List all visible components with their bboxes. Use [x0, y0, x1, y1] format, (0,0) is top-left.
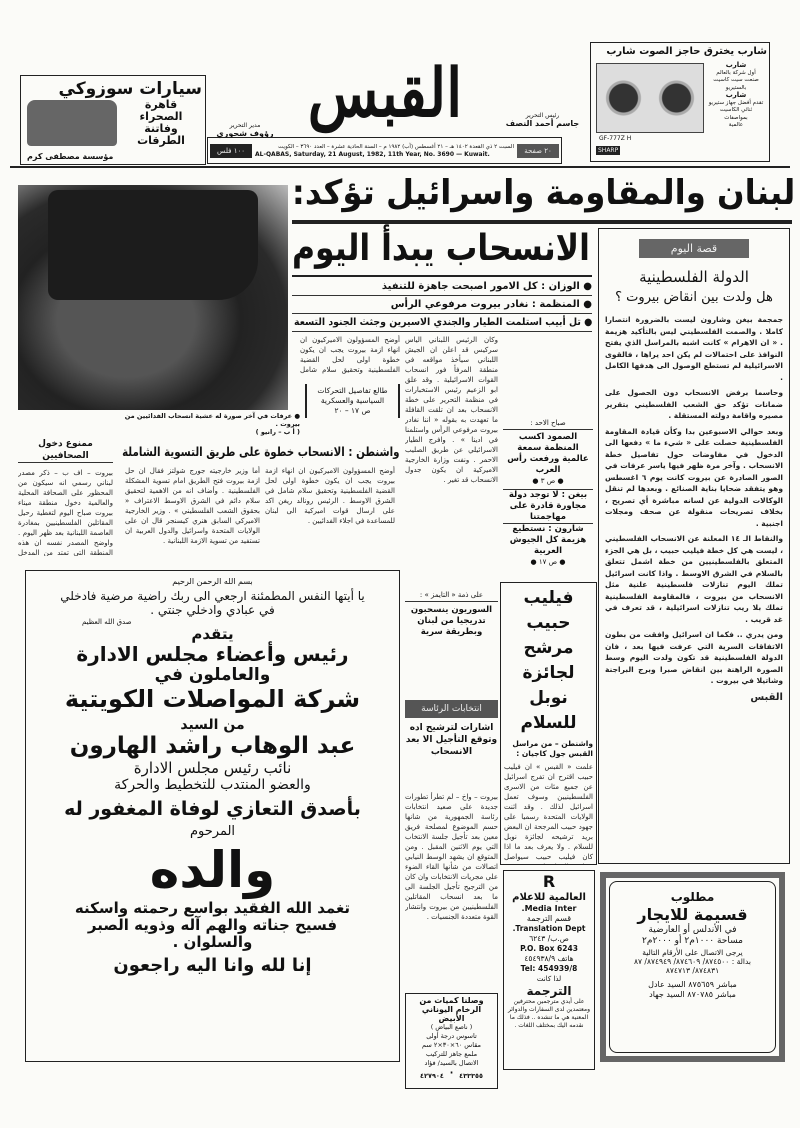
media-dept-ar: قسم الترجمة [526, 914, 572, 923]
ad-sharp-title-row [593, 45, 767, 59]
condolence-line: بأصدق التعازي لوفاة المغفور له [64, 798, 361, 821]
ad-suzuki-line: الصحراء [139, 110, 183, 123]
center-column-text: وكان الرئيس اللبناني الياس سركيس قد اعلن ان الجيش اللبناني سيأخذ مواقعه في منطقة المرفأ فور انسحاب القوات الاسرائيلية . وقد علق ابو الزعيم رئيس الاستخبارات في منظمة التحرير على خطة الانسحاب بعد ان تلقت القافلة ما تعهدت به بقوله « اننا نغادر بيروت مرفوعي الرأس واستلمنا في ادينا » . وافرج الطيار الاسرائيلي عن طريق الصليب الاحمر . ونفت وزارة الخارجية الاميركية ان يكون جدول الانسحاب قد تغير . [405, 336, 498, 484]
elections-body: بيروت – واخ – لم تطرأ تطورات جديدة على صعيد انتخابات رئاسة الجمهورية من شانها حسم الموضوع لمصلحة فريق معين بعد تأجيل جلسة الانتخاب التي يوم الاثنين المقبل . ومن المتوقع ان يشهد الوسط النيابي اتصالات من شأنها القاء الضوء على مجريات الانتخابات وان كان من الترجيح تأجيل الجلسة الى ما بعد انسحاب المقاتلين الفلسطينيين من بيروت وانتشار القوة متعددة الجنسيات . [405, 793, 498, 921]
rent-phones-2: ٨٧٤٨٣١/ ٨٧٤٧١٣ [665, 966, 720, 976]
ad-sharp-line: ثنائي الكاسيت [719, 107, 753, 113]
condolence-line: نائب رئيس مجلس الادارة [133, 758, 292, 777]
story-paragraph: والنقاط الـ ١٤ المعلنة عن الانسحاب الفلسطيني ، ليست هي كل خطة فيليب حبيب ، بل هي الجزء المتعلق بالفلسطينيين من خطة اشمل تتعلق بالسلام في الشرق الاوسط . واذا كانت اسرائيل تملك اليوم تنازلات فلسطينية علنية مثل الانسحاب من بيروت ، فالمقاومة الفلسطينية تملك بلا ريب تنازلات اسرائيلية ، قد تعرف في غد قريب . [605, 534, 783, 624]
ad-sharp-model: GF-777Z H [599, 135, 632, 142]
sidebar-details-page: ص ١٧ – ٢٠ [334, 406, 371, 415]
ad-condolence [25, 570, 400, 1062]
media-name-ar: العالمية للاعلام [512, 892, 586, 903]
media-dept-en: Translation Dept. [512, 924, 586, 933]
ad-sharp-line: صنعت سيت كاسيت [713, 77, 759, 83]
press-ban-body: بيروت – اف ب – ذكر مصدر لبناني رسمي انه سيكون من المحظور على الصحافة المحلية والعالمية دخول منطقة ميناء بيروت صباح اليوم لتغطية رحيل المقاتلين الفلسطينيين بمغادرة العاصمة اللبنانية بعد ظهر اليوم . واوضح المصدر نفسه ان هذه المنطقة التي تمتد من المدخل [18, 469, 113, 556]
ad-media-inter [503, 870, 595, 1070]
sidebar-details [305, 384, 400, 418]
rent-direct-1: مباشر ٨٧٥٦٥٩ السيد عادل [648, 979, 737, 989]
ad-suzuki-line: الطرقات [137, 134, 185, 147]
ad-marble: وصلنا كميات من الرخام اليوناني الأبيض ( ناصع البياض ) تاسوس درجة أولى مقاس ٦٠×٣٠×٢ سم ملمع جاهز للتركيب الاتصال بالسيد/ فؤاد ٤٣٣٣٥٥ · ٤٢٧٩٠٤ [405, 993, 498, 1089]
condolence-deceased: والده [149, 840, 276, 899]
ad-marble-line: ( ناصع البياض ) [430, 1023, 473, 1031]
headline-bullet-row [292, 296, 592, 314]
sadaqa: صدق الله العظيم [82, 617, 132, 626]
car-illustration [27, 100, 117, 146]
ad-marble-line: الاتصال بالسيد/ فؤاد [424, 1059, 479, 1067]
rent-title: قسيمة للايجار [637, 905, 748, 924]
center-column-2 [300, 335, 400, 375]
media-tel-en: Tel: 454939/8 [520, 964, 578, 973]
media-logo: R [542, 872, 556, 891]
rent-phones: بدالة : ٨٧٤٥٠٠/ ٨٧٤٦٠٩/ ٨٧٤٩٤٩/ ٨٧ [633, 956, 752, 966]
elections-label: انتخابات الرئاسة [405, 700, 498, 718]
ad-marble-line: تاسوس درجة أولى [426, 1032, 477, 1040]
habib-box [500, 582, 597, 865]
condolence-closing: إنا لله وانا اليه راجعون [113, 954, 312, 976]
habib-title: فيليب حبيب مرشح لجائزة نوبل للسلام [520, 588, 577, 733]
condolence-line: يتقدم [191, 624, 234, 643]
morning-item: الصمود اكسب المنظمة سمعة عالمية ورفعت رأس العرب [507, 432, 589, 475]
photo-caption [120, 412, 300, 436]
press-ban-title: ممنوع دخول الصحافيين [18, 438, 113, 463]
condolence-line: والعاملون في [154, 665, 271, 686]
elections-title: اشارات لترشيح اده وتوقع التأجيل الا بعد الانسحاب [405, 723, 498, 757]
condolence-person: عبد الوهاب راشد الهارون [69, 733, 356, 760]
story-signature: القبس [750, 691, 783, 703]
media-tel-ar: هاتف ٤٥٤٩٣٨/٩ [524, 954, 574, 963]
ad-sharp-line: شارب [725, 61, 747, 69]
headline-main: الانسحاب يبدأ اليوم [292, 228, 590, 269]
washington-headline-row [120, 442, 400, 462]
headline-rule-2 [292, 275, 592, 277]
headline-bullet-row [292, 314, 592, 332]
washington-col2 [125, 466, 260, 556]
habib-dateline: واشنطن – من مراسل القبس جول كاجيان : [512, 739, 593, 758]
photo-credit: ( أ ب – رانيو ) [255, 428, 300, 436]
condolence-line: والعضو المنتدب للتخطيط والحركة [114, 777, 311, 793]
price: ١٠٠ فلس [210, 144, 252, 158]
washington-col1-text: أوضح المسؤولون الاميركيون ان انهاء ازمة بيروت يجب ان يكون خطوة اولى لحل القضية الفلسطينية وتحقيق سلام شامل في الشرق الاوسط . الرئيس رونالد ريغن اكد على ارسال قوات اميركية الى لبنان للمساعدة في اجلاء الفدائيين . [265, 467, 395, 525]
page-count: ٢٠ صفحة [517, 144, 559, 158]
quran-verse: يا أيتها النفس المطمئنة ارجعي الى ربك راضية مرضية فادخلي في عبادي وادخلي جنتي . [60, 589, 365, 617]
headline-bullet: ● الوزان : كل الامور اصبحت جاهزة للتنفيذ [381, 281, 592, 292]
rent-wanted: مطلوب [670, 890, 715, 904]
managing-editor [215, 122, 275, 138]
ad-sharp-line: تقدم أفضل جهاز ستيريو [708, 99, 764, 106]
date-arabic: السبت ٢ ذي القعدة ١٤٠٢ هـ – ٢١ أغسطس (آب) ١٩٨٢ م – السنة الحادية عشرة – العدد ٣٦٩٠ – الكويت [278, 143, 514, 150]
headline-bullet-row [292, 278, 592, 296]
media-box-en: P.O. Box 6243 [520, 944, 578, 953]
managing-editor-name: رؤوف شحوري [216, 129, 274, 138]
story-label: قصة اليوم [639, 239, 749, 258]
morning-page: ● ص ٣ ● [503, 476, 593, 490]
morning-page: ● ص ١٧ ● [530, 558, 566, 566]
ad-sharp-line: أول شركة بالعالم [716, 69, 756, 76]
center-column [405, 335, 498, 585]
media-box-ar: ص.ب/ ٦٢٤٣ [529, 934, 569, 943]
editor-in-chief [505, 112, 580, 128]
morning-item: بيغن : لا توجد دولة مجاورة قادرة على مهاجمتنا [503, 490, 593, 524]
photo-cap-shape [48, 190, 258, 300]
story-paragraph: ومن يدري .. فكما ان اسرائيل وافقت من بطون الاتفاقات السرية التي عرفت فيها بعد ، فان الدولة الفلسطينية قد تكون ولدت اليوم وسط الصورة الراهنة بين انقاض صبرا وبرج البراجنة وشاتيلا في بيروت . [605, 630, 783, 685]
washington-col1 [265, 466, 395, 556]
morning-label: صباح الاحد : [503, 418, 593, 430]
morning-box [503, 418, 593, 568]
managing-editor-label: مدير التحرير [229, 122, 261, 129]
condolence-line: من السيد [180, 717, 245, 734]
elections-text [405, 792, 498, 988]
date-bar [207, 137, 562, 164]
ad-rent [600, 872, 785, 1062]
rent-location: في الأندلس أو العارضية [648, 925, 737, 935]
sidebar-details-text: طالع تفاصيل التحركات السياسية والعسكرية [317, 386, 388, 405]
headline-bullet: ● تل أبيب استلمت الطيار والجندي الاسيرين وجثث الجنود التسعة [293, 317, 592, 328]
condolence-prayer: تغمد الله الفقيد بواسع رحمته واسكنه فسيح جناته والهم آله وذويه الصبر والسلوان . [74, 898, 351, 952]
headline-main-row [290, 224, 590, 274]
ad-sharp [590, 42, 770, 162]
ad-sharp-line: عالمية [728, 122, 744, 128]
headline-bullet: ● المنظمة : نغادر بيروت مرفوعي الرأس [390, 299, 592, 310]
ad-marble-phone: ٤٢٧٩٠٤ [420, 1072, 444, 1080]
ad-marble-phone: ٤٣٣٣٥٥ [459, 1072, 483, 1080]
syria-headline: السوريون ينسحبون تدريجيا من لبنان وبطريقة سرية [410, 605, 493, 637]
washington-col2-text: أما وزير خارجيته جورج شولتز فقال ان حل ازمة بيروت فتح الطريق امام تسوية المشكلة الفلسطينية . وأضاف انه من الاهمية لتحقيق سلام دائم في الشرق الاوسط الاعتراف « بحقوق الشعب الفلسطيني » . وزير الخارجية الاميركي السابق هنري كيسنجر قال ان على الولايات المتحدة واسرائيل والدول العربية ان تستفيد من تسوية الازمة اللبنانية . [125, 467, 260, 545]
rent-direct-2: مباشر ٨٧٠٧٨٥ السيد جهاد [649, 989, 736, 999]
headline-kicker-row [290, 168, 795, 218]
condolence-line: رئيس وأعضاء مجلس الادارة [76, 642, 349, 667]
photo-arafat [18, 185, 288, 410]
habib-text: علمت « القبس » ان فيليب حبيب اقترح ان تفرج اسرائيل عن جميع مئات من الاسرى الفلسطينيين وسوف تعمل اسرائيل لذلك . وقد اثنت الولايات المتحدة رسميا على جهود حبيب المرجحة ان البعض بريد ترشيحه لجائزة نوبل للسلام . ولا يعرف بعد ما اذا كان فيليب حبيب سيواصل [504, 763, 593, 861]
sharp-logo: SHARP [598, 147, 619, 154]
ad-suzuki-line: قاهرة [144, 98, 178, 111]
ad-suzuki [20, 75, 206, 165]
headline-kicker: لبنان والمقاومة واسرائيل تؤكد: [291, 173, 795, 213]
ad-sharp-line: بالستيريو [725, 84, 747, 91]
story-paragraph: جمجمة بيغن وشارون ليست بالضرورة انتصارا كاملا . والصمت الفلسطيني ليس بالتأكيد هزيمة . « ان الاهرام » كانت اشبه بالمراسل الذي يفتح النوافذ على احتمالات لم يكن احد يراها ، فالقوى الاسرائيلية لم تستطع الوصول الى هدفها الكامل . [605, 315, 783, 382]
media-note-body: على أيدي مترجمين محترفين ومعتمدين لدى السفارات والدوائر المعنية هي ما تنشده .. فذلك ما نقدمه اليك بمختلف اللغات . [507, 998, 591, 1029]
ad-sharp-title: شارب يخترق حاجز الصوت شارب [606, 46, 767, 57]
photo-caption-text: ● عرفات في آخر صورة له عشية انسحاب الفدائيين من بيروت . [124, 412, 300, 428]
media-note: لذا كانت [536, 975, 562, 983]
condolence-company: شركة المواصلات الكويتية [64, 684, 361, 713]
center-column-2-text: أوضح المسؤولون الاميركيون ان انهاء ازمة بيروت يجب ان يكون خطوة اولى لحل القضية الفلسطينية وتحقيق سلام شامل [300, 336, 400, 374]
date-english: AL-QABAS, Saturday, 21 August, 1982, 11th Year, No. 3690 — Kuwait. [255, 150, 490, 158]
times-label: على ذمة « التايمز » : [405, 590, 498, 602]
rent-contact-label: يرجى الاتصال على الأرقام التالية [642, 947, 743, 957]
story-title-2: هل ولدت بين انقاض بيروت ؟ [615, 290, 773, 305]
story-paragraph: وبعد حوالي الاسبوعين بدا وكأن قيادة المقاومة الفلسطينية حصلت على « شيء ما » دفعها الى الدخول في مفاوضات حول تفاصيل خطة الانسحاب . وآخر مرة ظهر فيها ياسر عرفات في الصور الصادرة عن بيروت كانت يوم ٦ اغسطس وهو يتفقد ضحايا بناية الصنائع . وبعدها لم تنقل الوكالات الدولية عن لسانه مباشرة أي تصريح ، بخلاف تصريحات منقولة عن صحف ومجلات اجنبية . [605, 426, 783, 528]
masthead-logo: القبس [307, 53, 463, 133]
basmala: بسم الله الرحمن الرحيم [172, 577, 253, 586]
ad-marble-line: مقاس ٦٠×٣٠×٢ سم [422, 1041, 481, 1049]
rent-area: مساحة ١٠٠٠م٢ أو ٢٠٠٠م٢ [642, 936, 743, 947]
stereo-illustration [596, 63, 704, 133]
washington-headline: واشنطن : الانسحاب خطوة على طريق التسوية الشاملة [122, 444, 400, 459]
ad-suzuki-dealer: مؤسسة مصطفى كرم [27, 152, 114, 161]
story-title-1: الدولة الفلسطينية [639, 268, 749, 286]
morning-item: شارون : نستطيع هزيمة كل الجيوش العربية [509, 524, 587, 556]
press-ban-text [18, 468, 113, 556]
condolence-line: المرحوم [189, 823, 236, 839]
story-paragraph: وحاسما برفض الانسحاب دون الحصول على ضمانات تؤكد حق الشعب الفلسطيني بتقرير مصيره واقامة دولته المستقلة . [605, 388, 783, 420]
editor-in-chief-label: رئيس التحرير [525, 112, 560, 119]
ad-suzuki-line: وفاتنة [144, 122, 178, 135]
media-note-title: الترجمة [526, 984, 572, 998]
ad-marble-line: ملمع جاهز للتركيب [425, 1050, 478, 1058]
story-box [598, 228, 790, 864]
headline-bullets [292, 278, 592, 332]
ad-sharp-line: بمواصفات [724, 114, 748, 121]
ad-suzuki-title: سيارات سوزوكي [58, 79, 202, 99]
editor-in-chief-name: جاسم أحمد النصف [505, 119, 580, 128]
ad-marble-title: وصلنا كميات من الرخام اليوناني الأبيض [419, 996, 484, 1023]
media-name-en: Media Inter. [521, 904, 577, 913]
ad-sharp-line: شارب [725, 91, 747, 99]
